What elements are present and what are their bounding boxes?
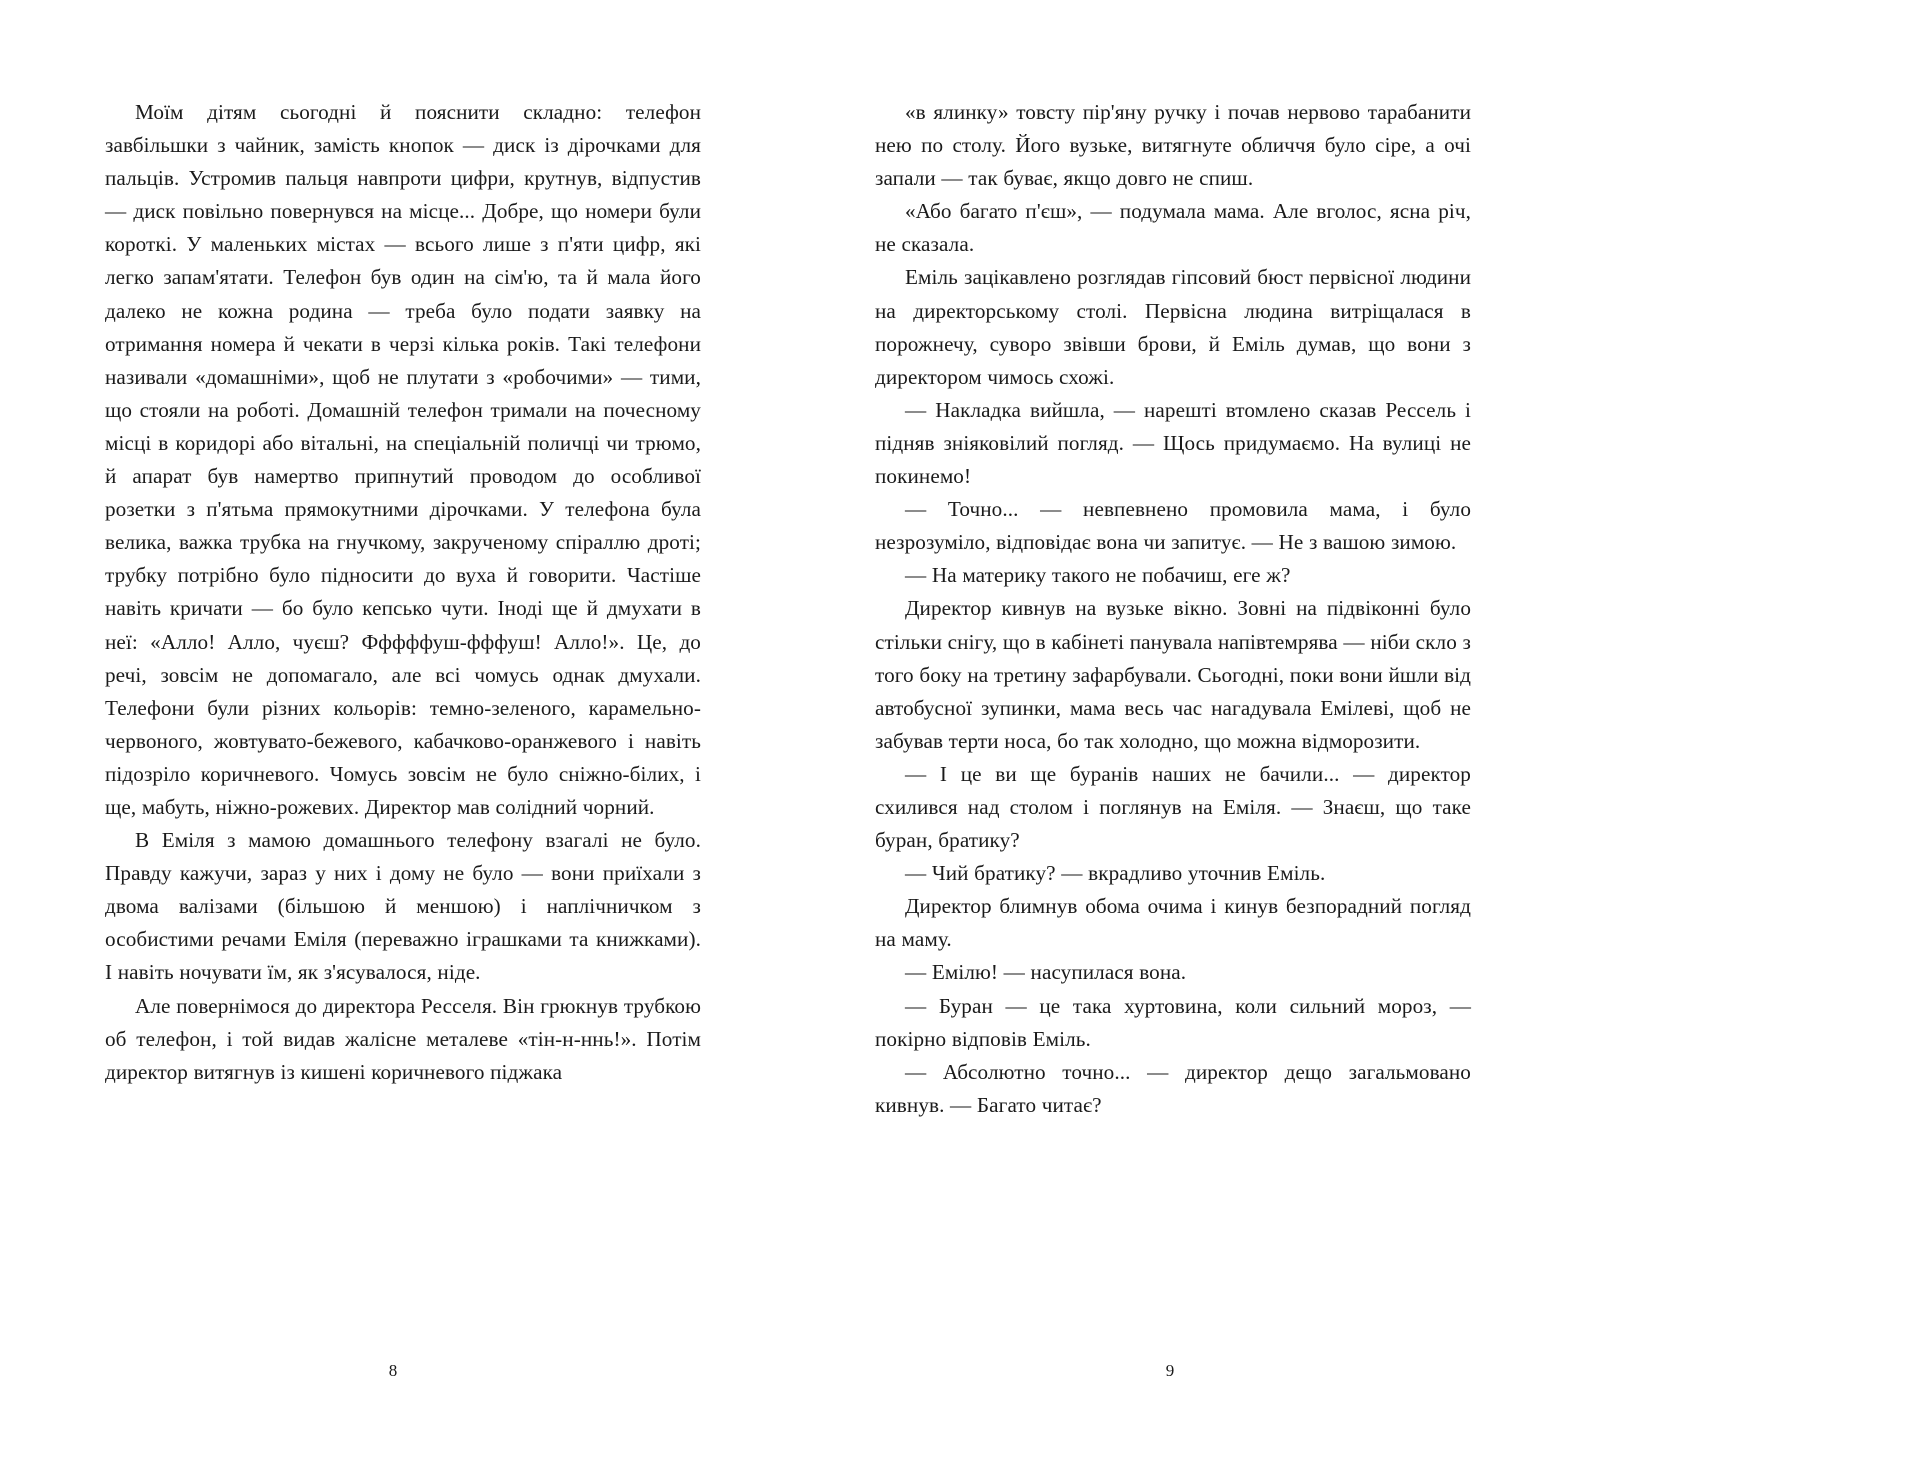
paragraph: Директор кивнув на вузьке вікно. Зовні на підвіконні було стільки снігу, що в кабінеті панувала напівтемрява — ніби скло з того боку на третину зафарбували. Сьогодні, поки вони йшли від автобусної зупинки, мама весь час нагадувала Емілеві, щоб не забував терти носа, бо так холодно, що можна відморозити. [875, 596, 1471, 753]
paragraph: Еміль зацікавлено розглядав гіпсовий бюст первісної людини на директорському столі. Первісна людина витріщалася в порожнечу, суворо звівши брови, й Еміль думав, що вони з директором чимось схожі. [875, 265, 1471, 389]
page-right [785, 0, 1570, 1477]
left-page-textblock [105, 96, 701, 1089]
paragraph: «Або багато п'єш», — подумала мама. Але вголос, ясна річ, не сказала. [875, 199, 1471, 257]
paragraph: — Буран — це така хуртовина, коли сильний мороз, — покірно відповів Еміль. [875, 993, 1471, 1051]
paragraph: В Еміля з мамою домашнього телефону взагалі не було. Правду кажучи, зараз у них і дому не було — вони приїхали з двома валізами (більшою й меншою) і наплічничком з особистими речами Еміля (переважно іграшками та книжками). І навіть ночувати їм, як з'ясувалося, ніде. [105, 828, 701, 985]
paragraph: — І це ви ще буранів наших не бачили... — директор схилився над столом і поглянув на Еміля. — Знаєш, що таке буран, братику? [875, 761, 1471, 853]
paragraph: — Чий братику? — вкрадливо уточнив Еміль. [905, 861, 1326, 886]
paragraph: «в ялинку» товсту пір'яну ручку і почав нервово тарабанити нею по столу. Його вузьке, витягнуте обличчя було сіре, а очі запали — так буває, якщо довго не спиш. [875, 100, 1471, 191]
page-left [0, 0, 785, 1477]
paragraph: Але повернімося до директора Ресселя. Він грюкнув трубкою об телефон, і той видав жалісне металеве «тін-н-ннь!». Потім директор витягнув із кишені коричневого піджака [105, 993, 701, 1084]
paragraph: — На материку такого не побачиш, еге ж? [905, 563, 1291, 588]
page-number-right: 9 [1165, 1361, 1175, 1380]
paragraph: — Точно... — невпевнено промовила мама, і було незрозуміло, відповідає вона чи запитує. — Не з вашою зимою. [875, 497, 1471, 555]
page-number-left: 8 [388, 1361, 398, 1380]
paragraph: Директор блимнув обома очима і кинув безпорадний погляд на маму. [875, 894, 1471, 952]
paragraph: — Емілю! — насупилася вона. [905, 960, 1187, 985]
right-page-textblock [875, 96, 1471, 1122]
paragraph: — Накладка вийшла, — нарешті втомлено сказав Рессель і підняв зніяковілий погляд. — Щось придумаємо. На вулиці не покинемо! [875, 397, 1471, 489]
paragraph: Моїм дітям сьогодні й пояснити складно: телефон завбільшки з чайник, замість кнопок — диск із дірочками для пальців. Устромив пальця навпроти цифри, крутнув, відпустив — диск повільно повернувся на місце... Добре, що номери були короткі. У маленьких містах — всього лише з п'яти цифр, які легко запам'ятати. Телефон був один на сім'ю, та й мала його далеко не кожна родина — треба було подати заявку на отримання номера й чекати в черзі кілька років. Такі телефони називали «домашніми», щоб не плутати з «робочими» — тими, що стояли на роботі. Домашній телефон тримали на почесному місці в коридорі або вітальні, на спеціальній поличці чи трюмо, й апарат був намертво припнутий проводом до особливої розетки з п'ятьма прямокутними дірочками. У телефона була велика, важка трубка на гнучкому, закрученому спіраллю дроті; трубку потрібно було підносити до вуха й говорити. Частіше навіть кричати — бо було кепсько чути. Іноді ще й дмухати в неї: «Алло! Алло, чуєш? Фффффуш-фффуш! Алло!». Це, до речі, зовсім не допомагало, але всі чомусь однак дмухали. Телефони були різних кольорів: темно-зеленого, карамельно-червоного, жовтувато-бежевого, кабачково-оранжевого і навіть підозріло коричневого. Чомусь зовсім не було сніжно-білих, і ще, мабуть, ніжно-рожевих. Директор мав солідний чорний. [105, 100, 701, 819]
paragraph: — Абсолютно точно... — директор дещо загальмовано кивнув. — Багато читає? [875, 1059, 1471, 1117]
